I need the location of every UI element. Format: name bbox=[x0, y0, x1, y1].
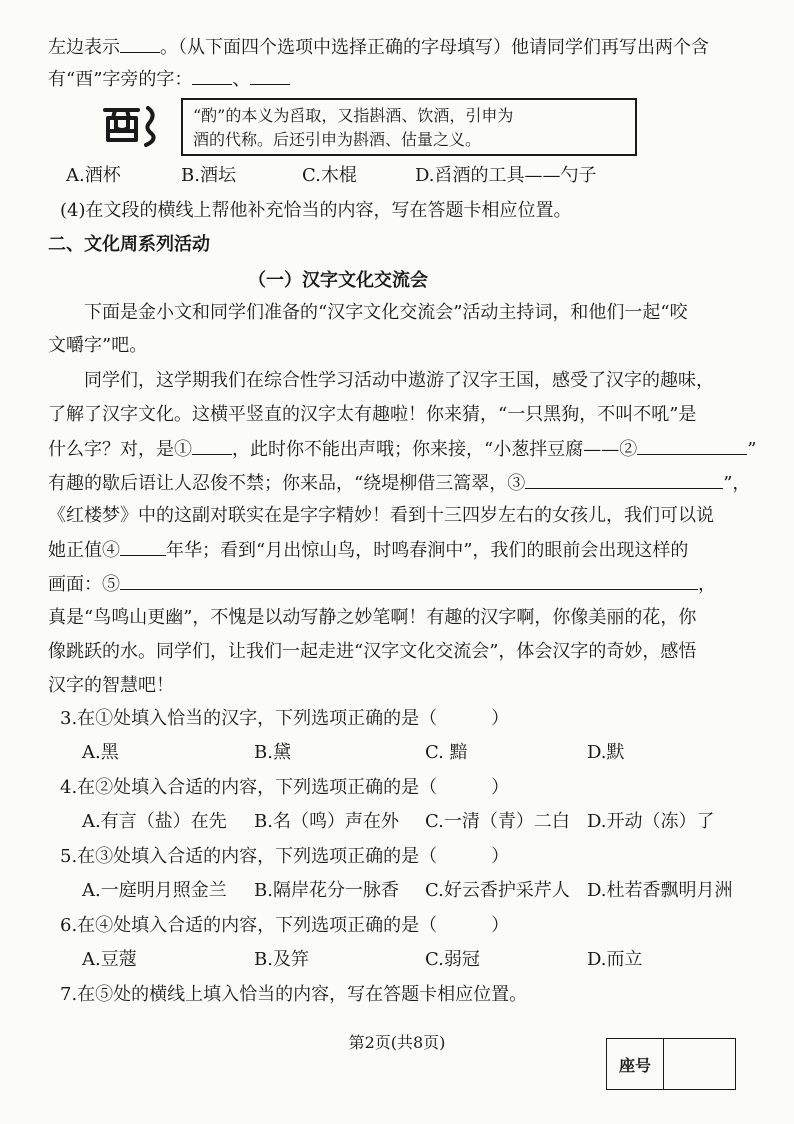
passage-text: 她正值④ bbox=[48, 540, 120, 561]
section-title: 二、文化周系列活动 bbox=[48, 234, 210, 255]
q4-option-a[interactable]: A.有言（盐）在先 bbox=[82, 811, 227, 832]
intro-line-1 bbox=[48, 34, 709, 61]
q4-option-c[interactable]: C.一清（青）二白 bbox=[425, 811, 570, 832]
passage-line: 像跳跃的水。同学们，让我们一起走进“汉字文化交流会”，体会汉字的奇妙，感悟 bbox=[48, 641, 697, 662]
passage-line: 汉字的智慧吧！ bbox=[48, 675, 174, 696]
q6-option-a[interactable]: A.豆蔻 bbox=[82, 949, 137, 970]
q6-option-b[interactable]: B.及笄 bbox=[254, 949, 309, 970]
passage-line bbox=[48, 436, 756, 463]
separator: 、 bbox=[232, 69, 251, 90]
passage-text: ”， bbox=[723, 473, 751, 494]
blank-1[interactable] bbox=[192, 436, 232, 455]
option-b[interactable]: B.酒坛 bbox=[181, 165, 236, 186]
passage-text: ，此时你不能出声哦；你来接，“小葱拌豆腐——② bbox=[232, 439, 638, 460]
answer-blank[interactable] bbox=[192, 66, 232, 85]
question-4-instruction: (4)在文段的横线上帮他补充恰当的内容，写在答题卡相应位置。 bbox=[60, 200, 572, 221]
blank-2[interactable] bbox=[637, 436, 747, 455]
intro-line-2 bbox=[48, 66, 290, 93]
option-c[interactable]: C.木棍 bbox=[302, 165, 357, 186]
definition-line: “酌”的本义为舀取，又指斟酒、饮酒，引申为 bbox=[193, 106, 514, 125]
passage-text: 年华；看到“月出惊山鸟，时鸣春涧中”，我们的眼前会出现这样的 bbox=[166, 540, 689, 561]
question-5-stem: 5.在③处填入合适的内容，下列选项正确的是（ ） bbox=[60, 846, 510, 867]
option-a[interactable]: A.酒杯 bbox=[66, 165, 121, 186]
q3-option-d[interactable]: D.默 bbox=[587, 742, 625, 763]
seat-label: 座号 bbox=[607, 1039, 664, 1089]
q4-option-d[interactable]: D.开动（冻）了 bbox=[587, 811, 715, 832]
passage-line: 《红楼梦》中的这副对联实在是字字精妙！看到十三四岁左右的女孩儿，我们可以说 bbox=[48, 505, 714, 526]
definition-box bbox=[181, 98, 637, 156]
intro-text: 有“酉”字旁的字： bbox=[48, 69, 193, 90]
passage-line: 文嚼字”吧。 bbox=[48, 335, 148, 356]
passage-line: 同学们，这学期我们在综合性学习活动中遨游了汉字王国，感受了汉字的趣味， bbox=[84, 370, 714, 391]
passage-text: 什么字？对，是① bbox=[48, 439, 192, 460]
passage-text: 有趣的歇后语让人忍俊不禁；你来品，“绕堤柳借三篙翠，③ bbox=[48, 473, 526, 494]
intro-text: 左边表示 bbox=[48, 37, 120, 58]
option-d[interactable]: D.舀酒的工具——勺子 bbox=[415, 165, 597, 186]
q4-option-b[interactable]: B.名（鸣）声在外 bbox=[254, 811, 399, 832]
seat-number-box bbox=[606, 1038, 736, 1090]
passage-line bbox=[48, 571, 716, 598]
q3-option-a[interactable]: A.黑 bbox=[82, 742, 119, 763]
question-6-stem: 6.在④处填入合适的内容，下列选项正确的是（ ） bbox=[60, 915, 510, 936]
passage-line bbox=[48, 537, 688, 564]
q5-option-a[interactable]: A.一庭明月照金兰 bbox=[82, 880, 227, 901]
passage-text: ， bbox=[698, 574, 716, 595]
question-4-stem: 4.在②处填入合适的内容，下列选项正确的是（ ） bbox=[60, 777, 510, 798]
passage-text: 画面：⑤ bbox=[48, 574, 120, 595]
question-3-stem: 3.在①处填入恰当的汉字，下列选项正确的是（ ） bbox=[60, 708, 510, 729]
answer-blank[interactable] bbox=[250, 66, 290, 85]
passage-line bbox=[48, 470, 750, 497]
q5-option-c[interactable]: C.好云香护采芹人 bbox=[425, 880, 570, 901]
q6-option-d[interactable]: D.而立 bbox=[587, 949, 643, 970]
q3-option-b[interactable]: B.黛 bbox=[254, 742, 291, 763]
subsection-title: （一）汉字文化交流会 bbox=[248, 270, 428, 291]
q3-option-c[interactable]: C. 黯 bbox=[425, 742, 468, 763]
q6-option-c[interactable]: C.弱冠 bbox=[425, 949, 480, 970]
passage-text: ” bbox=[747, 439, 757, 460]
blank-5[interactable] bbox=[120, 571, 698, 590]
q5-option-b[interactable]: B.隔岸花分一脉香 bbox=[254, 880, 399, 901]
question-7-instruction: 7.在⑤处的横线上填入恰当的内容，写在答题卡相应位置。 bbox=[60, 984, 528, 1005]
ancient-zhuo-glyph-icon bbox=[102, 98, 162, 148]
passage-line: 了解了汉字文化。这横平竖直的汉字太有趣啦！你来猜，“一只黑狗，不叫不吼”是 bbox=[48, 404, 697, 425]
intro-text: 。（从下面四个选项中选择正确的字母填写）他请同学们再写出两个含 bbox=[160, 37, 709, 58]
seat-number-field[interactable] bbox=[664, 1039, 735, 1089]
passage-line: 下面是金小文和同学们准备的“汉字文化交流会”活动主持词，和他们一起“咬 bbox=[84, 302, 688, 323]
blank-3[interactable] bbox=[525, 470, 723, 489]
blank-4[interactable] bbox=[120, 537, 166, 556]
q5-option-d[interactable]: D.杜若香飘明月洲 bbox=[587, 880, 733, 901]
answer-blank[interactable] bbox=[120, 34, 160, 53]
passage-line: 真是“鸟鸣山更幽”，不愧是以动写静之妙笔啊！有趣的汉字啊，你像美丽的花，你 bbox=[48, 607, 697, 628]
page-number: 第2页(共8页) bbox=[348, 1033, 446, 1052]
definition-line: 酒的代称。后还引申为斟酒、估量之义。 bbox=[193, 130, 482, 149]
